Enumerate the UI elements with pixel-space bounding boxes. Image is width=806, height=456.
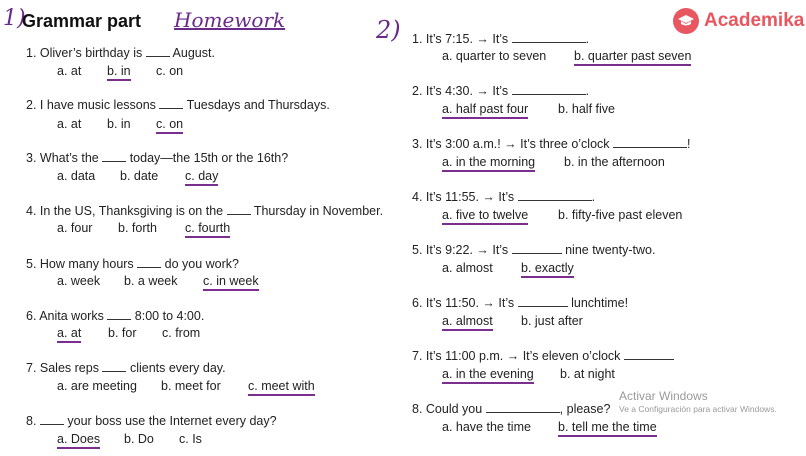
- section-number-2: 2): [376, 16, 401, 44]
- question-stem: 2. I have music lessons Tuesdays and Thursdays.: [26, 98, 330, 112]
- option-selected: c. day: [185, 169, 218, 186]
- option-selected: c. on: [156, 117, 183, 134]
- option: a. data: [57, 169, 96, 183]
- option: b. Do: [124, 432, 154, 446]
- logo-text: Academika: [704, 10, 805, 31]
- question-stem: 7. It’s 11:00 p.m. → It’s eleven o’clock: [412, 349, 674, 363]
- question-stem: 8. Could you , please?: [412, 402, 611, 416]
- page-title: Grammar part: [22, 11, 142, 31]
- option: b. just after: [521, 314, 583, 328]
- option-selected: b. tell me the time: [558, 420, 657, 437]
- option: a. have the time: [442, 420, 531, 434]
- option: b. meet for: [161, 379, 221, 393]
- option-selected: a. in the evening: [442, 367, 534, 384]
- option-selected: c. fourth: [185, 221, 230, 238]
- option-selected: a. half past four: [442, 102, 528, 119]
- graduation-cap-icon: [673, 8, 699, 34]
- option-selected: c. in week: [203, 274, 259, 291]
- homework-handwriting: Homework: [174, 8, 286, 32]
- academika-logo: [673, 8, 804, 34]
- question-stem: 6. It’s 11:50. → It’s lunchtime!: [412, 296, 629, 310]
- question-stem: 1. Oliver’s birthday is August.: [26, 46, 215, 60]
- windows-watermark-subtitle: Ve a Configuración para activar Windows.: [619, 404, 777, 414]
- option-selected: a. five to twelve: [442, 208, 528, 225]
- option: c. from: [162, 326, 201, 340]
- question-stem: 2. It’s 4:30. → It’s .: [412, 84, 590, 98]
- option: b. date: [120, 169, 159, 183]
- option-selected: b. in: [107, 64, 131, 81]
- option: a. quarter to seven: [442, 49, 547, 63]
- question-stem: 3. It’s 3:00 a.m.! → It’s three o’clock !: [412, 137, 691, 151]
- option: a. week: [57, 274, 101, 288]
- option: b. forth: [118, 221, 157, 235]
- option: a. at: [57, 117, 82, 131]
- option-selected: b. exactly: [521, 261, 574, 278]
- option: b. at night: [560, 367, 615, 381]
- option-selected: a. in the morning: [442, 155, 535, 172]
- option-selected: a. almost: [442, 314, 493, 331]
- question-stem: 3. What’s the today—the 15th or the 16th?: [26, 151, 289, 165]
- option: c. Is: [179, 432, 202, 446]
- windows-watermark-title: Activar Windows: [619, 389, 708, 403]
- question-stem: 6. Anita works 8:00 to 4:00.: [26, 309, 205, 323]
- question-stem: 4. It’s 11:55. → It’s .: [412, 190, 596, 204]
- question-stem: 5. It’s 9:22. → It’s nine twenty-two.: [412, 243, 656, 257]
- option: a. at: [57, 64, 82, 78]
- option: b. a week: [124, 274, 178, 288]
- option: b. for: [108, 326, 137, 340]
- option-selected: a. at: [57, 326, 81, 343]
- question-stem: 8. your boss use the Internet every day?: [26, 414, 277, 428]
- option-selected: a. Does: [57, 432, 100, 449]
- option-selected: b. quarter past seven: [574, 49, 691, 66]
- option: b. fifty-five past eleven: [558, 208, 683, 222]
- option: c. on: [156, 64, 184, 78]
- option: a. almost: [442, 261, 493, 275]
- question-stem: 5. How many hours do you work?: [26, 257, 240, 271]
- option: a. four: [57, 221, 93, 235]
- option: b. in: [107, 117, 131, 131]
- option: b. half five: [558, 102, 615, 116]
- question-stem: 4. In the US, Thanksgiving is on the Thursday in November.: [26, 204, 384, 218]
- section-number-1: 1): [3, 6, 26, 31]
- option: b. in the afternoon: [564, 155, 665, 169]
- option-selected: c. meet with: [248, 379, 315, 396]
- question-stem: 7. Sales reps clients every day.: [26, 361, 226, 375]
- option: a. are meeting: [57, 379, 137, 393]
- question-stem: 1. It’s 7:15. → It’s .: [412, 32, 590, 46]
